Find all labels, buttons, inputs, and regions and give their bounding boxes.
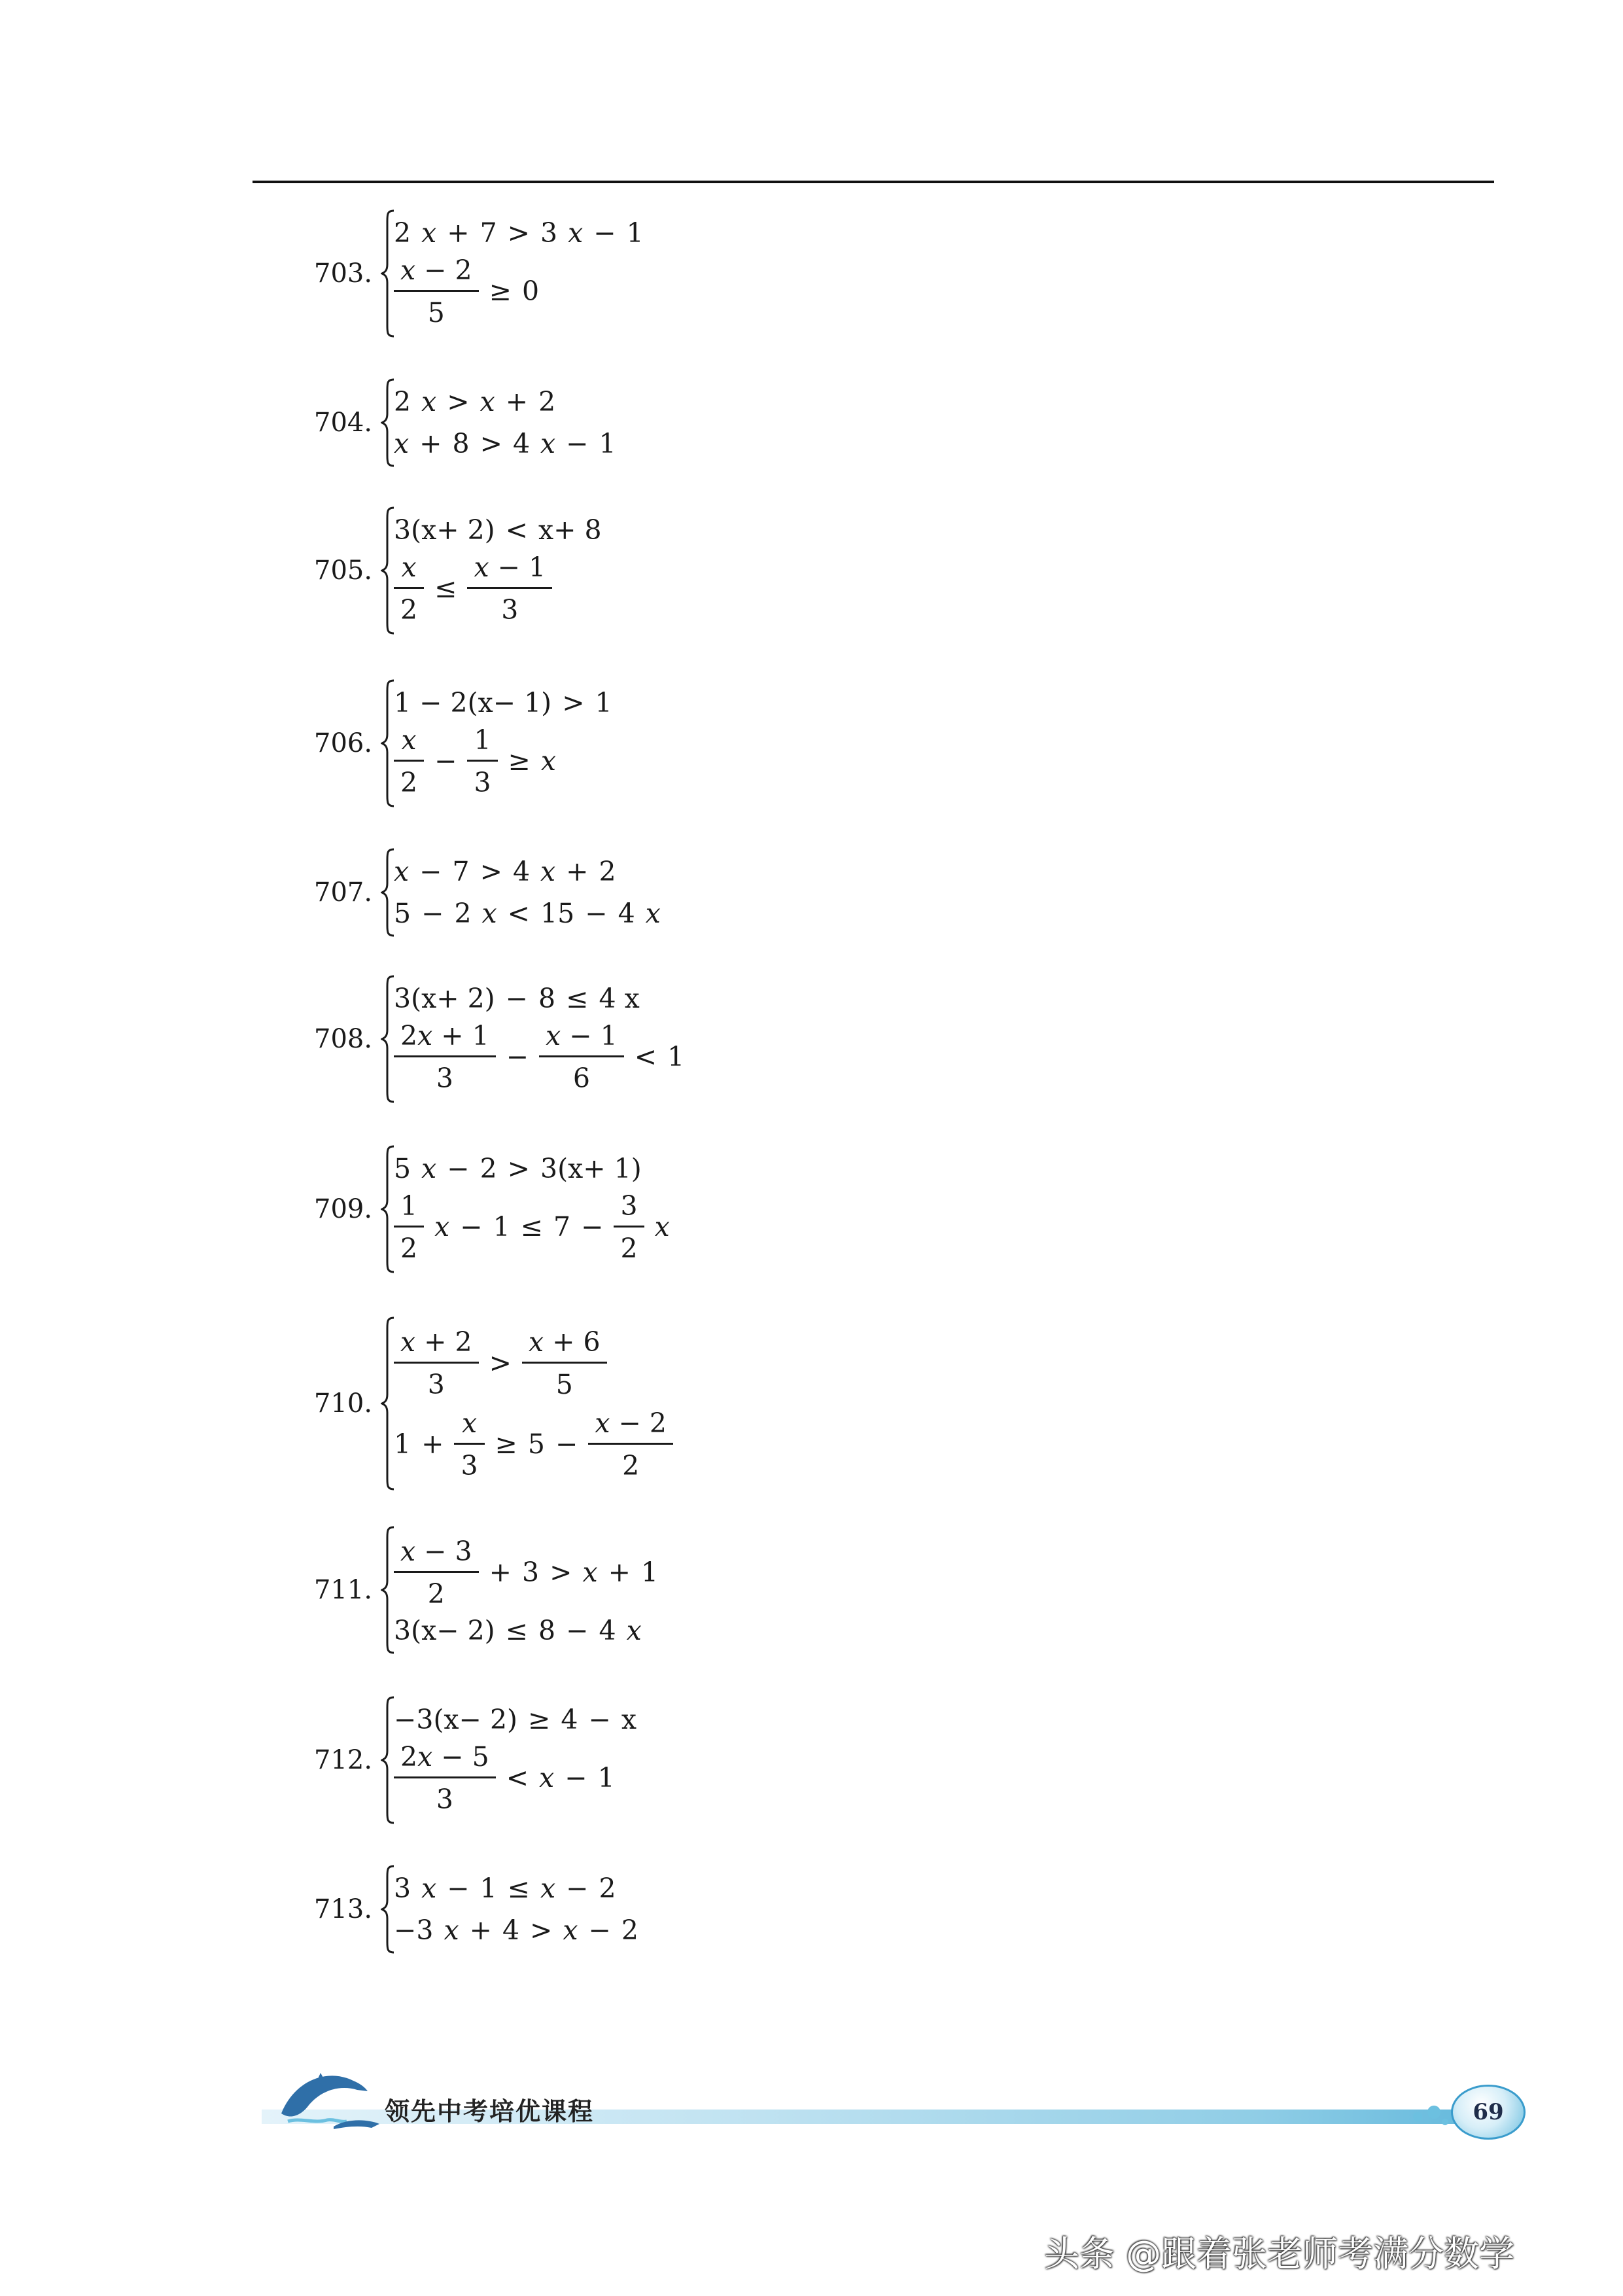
inequality-line: −3(x− 2) ≥ 4 − x — [394, 1704, 637, 1735]
fraction: $\frac{x}{2}$ — [394, 723, 424, 800]
problem-number: 706. — [314, 728, 373, 758]
problem-number: 709. — [314, 1194, 373, 1224]
watermark: 头条 @跟着张老师考满分数学 — [1044, 2233, 1515, 2274]
inequality-line: $\frac{x + 2}{3}$ > $\frac{x + 6}{5}$ — [394, 1320, 618, 1405]
bubble-decoration — [1413, 2112, 1422, 2121]
fraction: $\frac{2x - 5}{3}$ — [394, 1740, 496, 1816]
inequality-line: −3 x + 4 > x − 2 — [394, 1915, 638, 1946]
problem-number: 713. — [314, 1894, 373, 1924]
problem-item — [314, 847, 1230, 938]
page-number: 69 — [1473, 2099, 1504, 2125]
problem-number: 711. — [314, 1575, 373, 1605]
problem-number: 712. — [314, 1745, 373, 1775]
footer-title: 领先中考培优课程 — [385, 2097, 595, 2126]
inequality-line: $\frac{x - 2}{5}$ ≥ 0 — [394, 249, 550, 334]
inequality-line: $\frac{1}{2}$ x − 1 ≤ 7 − $\frac{3}{2}$ x — [394, 1184, 680, 1269]
problem-item — [314, 1695, 1230, 1826]
fraction: $\frac{3}{2}$ — [614, 1189, 644, 1265]
problem-number: 708. — [314, 1024, 373, 1054]
fraction: $\frac{x + 2}{3}$ — [394, 1325, 479, 1402]
problem-number: 704. — [314, 408, 373, 438]
inequality-line: x − 7 > 4 x + 2 — [394, 856, 616, 887]
inequality-line: 2 x + 7 > 3 x − 1 — [394, 217, 644, 249]
fraction: $\frac{x - 1}{6}$ — [539, 1019, 624, 1095]
problem-number: 703. — [314, 258, 373, 289]
inequality-line: 3(x+ 2) − 8 ≤ 4 x — [394, 983, 640, 1014]
inequality-line: 3 x − 1 ≤ x − 2 — [394, 1873, 616, 1904]
problem-item — [314, 678, 1230, 809]
fraction: $\frac{2x + 1}{3}$ — [394, 1019, 496, 1095]
header-rule — [253, 181, 1494, 183]
inequality-line: $\frac{x}{2}$ ≤ $\frac{x - 1}{3}$ — [394, 546, 563, 631]
problem-item — [314, 208, 1230, 339]
inequality-line: 3(x+ 2) < x+ 8 — [394, 514, 602, 546]
problem-number: 705. — [314, 556, 373, 586]
problem-number: 707. — [314, 877, 373, 908]
fraction: $\frac{1}{3}$ — [467, 723, 497, 800]
fraction: $\frac{x + 6}{5}$ — [522, 1325, 607, 1402]
problem-item — [314, 1863, 1230, 1955]
fraction: $\frac{x - 2}{5}$ — [394, 253, 479, 330]
fraction: $\frac{x - 1}{3}$ — [467, 550, 552, 627]
inequality-line: $\frac{2x - 5}{3}$ < x − 1 — [394, 1735, 625, 1820]
inequality-line: 1 − 2(x− 1) > 1 — [394, 687, 612, 718]
inequality-line: $\frac{x - 3}{2}$ + 3 > x + 1 — [394, 1530, 669, 1615]
fraction: $\frac{x}{3}$ — [454, 1406, 484, 1483]
inequality-line: 2 x > x + 2 — [394, 386, 556, 417]
fraction: $\frac{x}{2}$ — [394, 550, 424, 627]
bubble-decoration — [1442, 2119, 1448, 2125]
bubble-decoration — [1427, 2106, 1440, 2119]
inequality-line: 5 x − 2 > 3(x+ 1) — [394, 1153, 642, 1184]
problem-item — [314, 1525, 1230, 1655]
fraction: $\frac{1}{2}$ — [394, 1189, 424, 1265]
inequality-line: 5 − 2 x < 15 − 4 x — [394, 898, 661, 929]
problem-item — [314, 974, 1230, 1104]
inequality-line: 1 + $\frac{x}{3}$ ≥ 5 − $\frac{x - 2}{2}$ — [394, 1402, 684, 1487]
problem-item — [314, 1144, 1230, 1275]
fraction: $\frac{x - 2}{2}$ — [588, 1406, 673, 1483]
inequality-line: x + 8 > 4 x − 1 — [394, 428, 616, 459]
inequality-line: $\frac{x}{2}$ − $\frac{1}{3}$ ≥ x — [394, 718, 567, 804]
problem-number: 710. — [314, 1388, 373, 1419]
inequality-line: 3(x− 2) ≤ 8 − 4 x — [394, 1615, 642, 1646]
inequality-line: $\frac{2x + 1}{3}$ − $\frac{x - 1}{6}$ < 1 — [394, 1014, 695, 1099]
problem-item — [314, 505, 1230, 636]
dolphin-logo-icon — [275, 2061, 386, 2133]
page-number-badge — [1451, 2085, 1526, 2140]
problem-item — [314, 377, 1230, 468]
problem-item — [314, 1315, 1230, 1492]
fraction: $\frac{x - 3}{2}$ — [394, 1534, 479, 1611]
